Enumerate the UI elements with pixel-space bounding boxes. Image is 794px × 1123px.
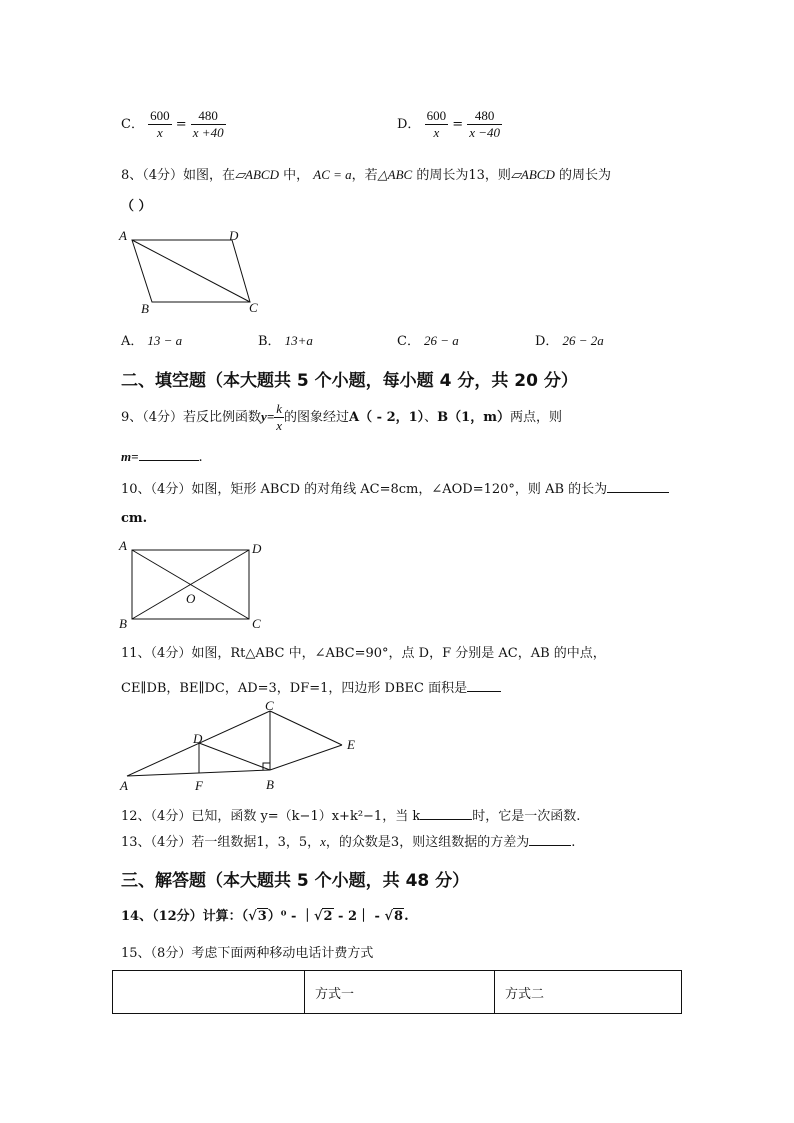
radicand: 2 xyxy=(323,909,333,924)
q8-condition: AC = a xyxy=(313,167,352,182)
q12-question xyxy=(121,805,580,826)
table-header-cell xyxy=(113,971,305,1014)
q10-text: 10、（4分）如图，矩形 ABCD 的对角线 AC=8cm，∠AOD=120°，则 AB 的长为 xyxy=(121,482,608,497)
sqrt-2: √2 xyxy=(313,909,333,924)
option-label: D． xyxy=(535,334,559,349)
fraction-denominator: x xyxy=(276,418,283,433)
q8-text: 中， xyxy=(279,168,314,183)
q7-d-lhs-fraction xyxy=(425,108,449,141)
segment-ce xyxy=(270,711,342,745)
q8-option-d xyxy=(535,332,604,351)
q15-table xyxy=(112,970,682,1014)
table-row xyxy=(113,971,682,1014)
vertex-label-b: B xyxy=(119,616,127,631)
vertex-label-d: D xyxy=(229,228,239,243)
q13-question xyxy=(121,831,575,852)
fraction-numerator: 480 xyxy=(191,108,226,125)
answer-blank[interactable] xyxy=(529,831,571,846)
q12-text: 12、（4分）已知，函数 y=（k−1）x+k²−1，当 k xyxy=(121,809,421,824)
fraction-denominator: x +40 xyxy=(192,125,224,140)
q9-y: y= xyxy=(261,409,275,424)
equals-sign: = xyxy=(452,117,464,132)
q8-option-b xyxy=(258,332,313,351)
sqrt-8: √8 xyxy=(384,909,404,924)
q14-question xyxy=(121,908,409,926)
q14-text: - 2｜ - xyxy=(333,909,385,924)
q13-x: x xyxy=(320,834,326,849)
q10-unit: cm. xyxy=(121,511,148,526)
center-label-o: O xyxy=(186,591,196,606)
vertex-label-c: C xyxy=(265,700,274,713)
q7-option-d xyxy=(397,108,502,141)
q8-suffix: 的周长为 xyxy=(554,168,612,183)
q13-text: ，的众数是3，则这组数据的方差为 xyxy=(325,835,530,850)
vertex-label-e: E xyxy=(347,737,355,752)
vertex-label-a: A xyxy=(119,228,127,243)
segment-db xyxy=(199,743,270,770)
q8-answer-bracket: （ ） xyxy=(121,199,152,214)
vertex-label-d: D xyxy=(252,541,262,556)
q15-question: 15、（8分）考虑下面两种移动电话计费方式 xyxy=(121,946,374,961)
vertex-label-b: B xyxy=(141,301,149,316)
q7-option-c-label: C． xyxy=(121,117,144,132)
q7-c-rhs-fraction xyxy=(191,108,226,141)
diagonal-ac xyxy=(132,240,250,302)
q9-point-b: B（1，m） xyxy=(437,410,510,425)
option-value: 26 − a xyxy=(423,333,459,348)
q8-option-a xyxy=(121,332,182,351)
q11-line1: 11、（4分）如图，Rt△ABC 中，∠ABC=90°，点 D，F 分别是 AC，AB 的中点， xyxy=(121,646,606,661)
section-2-heading: 二、填空题（本大题共 5 个小题，每小题 4 分，共 20 分） xyxy=(121,371,578,391)
sqrt-3: √3 xyxy=(248,909,267,924)
vertex-label-c: C xyxy=(249,300,258,315)
vertex-label-d: D xyxy=(193,731,203,746)
q11-line2 xyxy=(121,677,501,698)
vertex-label-a: A xyxy=(120,778,128,793)
fraction-numerator: 600 xyxy=(426,108,447,123)
q7-c-lhs-fraction xyxy=(148,108,172,141)
section-3-heading: 三、解答题（本大题共 5 个小题，共 48 分） xyxy=(121,871,470,891)
q7-d-rhs-fraction xyxy=(467,108,502,141)
q14-prefix: 14、（12分）计算：（ xyxy=(121,909,249,924)
option-label: A． xyxy=(121,334,144,349)
q8-question xyxy=(121,166,611,185)
q14-end: . xyxy=(404,909,409,924)
fraction-denominator: x xyxy=(433,125,440,140)
q8-text: 的周长为13，则 xyxy=(412,168,511,183)
q12-suffix: 时，它是一次函数. xyxy=(472,809,581,824)
fraction-numerator: 600 xyxy=(150,108,170,123)
q8-parallelogram-figure xyxy=(115,226,275,316)
q14-text: ）⁰ - ｜ xyxy=(267,909,314,924)
vertex-label-f: F xyxy=(195,778,203,793)
option-label: B． xyxy=(258,334,281,349)
fraction-numerator: 480 xyxy=(467,108,502,125)
q9-separator: 、 xyxy=(424,410,438,425)
vertex-label-a: A xyxy=(119,538,127,553)
fraction-numerator: k xyxy=(276,401,283,416)
answer-blank[interactable] xyxy=(139,446,199,461)
q9-question xyxy=(121,401,562,434)
q8-parallelogram: ▱ABCD xyxy=(235,167,279,182)
q11-text: CE∥DB，BE∥DC，AD=3，DF=1，四边形 DBEC 面积是 xyxy=(121,681,468,696)
q13-end: . xyxy=(571,835,576,850)
vertex-label-b: B xyxy=(266,777,274,792)
radicand: 3 xyxy=(257,909,267,924)
table-header-cell: 方式二 xyxy=(495,971,682,1014)
segment-be xyxy=(270,745,342,770)
q9-prefix: 9、（4分）若反比例函数 xyxy=(121,410,262,425)
q10-question xyxy=(121,478,669,499)
option-value: 13 − a xyxy=(147,333,183,348)
q9-end: . xyxy=(198,450,203,465)
answer-blank[interactable] xyxy=(607,478,669,493)
q8-parallelogram: ▱ABCD xyxy=(510,167,555,182)
q8-triangle: △ABC xyxy=(377,167,413,182)
fraction-denominator: x −40 xyxy=(469,125,501,140)
q8-option-c xyxy=(397,332,459,351)
answer-blank[interactable] xyxy=(420,805,472,820)
q9-suffix: 两点，则 xyxy=(509,410,562,425)
q7-option-d-label: D． xyxy=(397,117,421,132)
q9-point-a: A（ - 2，1） xyxy=(349,410,425,425)
q9-text: 的图象经过 xyxy=(284,410,350,425)
q11-triangle-figure xyxy=(115,700,365,796)
q9-answer-label: m= xyxy=(121,449,139,464)
equals-sign: = xyxy=(175,117,187,132)
q8-prefix: 8、（4分）如图，在 xyxy=(121,168,236,183)
table-header-cell: 方式一 xyxy=(305,971,495,1014)
fraction-denominator: x xyxy=(156,125,163,140)
option-value: 13+a xyxy=(284,333,313,348)
q9-answer-line xyxy=(121,446,203,467)
q8-text: ，若 xyxy=(351,168,378,183)
option-label: C． xyxy=(397,334,420,349)
option-value: 26 − 2a xyxy=(562,333,604,348)
answer-blank[interactable] xyxy=(467,677,501,692)
q13-text: 13、（4分）若一组数据1，3，5， xyxy=(121,835,321,850)
q7-option-c xyxy=(121,108,226,141)
vertex-label-c: C xyxy=(252,616,261,631)
q9-fraction xyxy=(274,401,284,434)
radicand: 8 xyxy=(394,909,404,924)
q10-rectangle-figure xyxy=(115,538,275,634)
